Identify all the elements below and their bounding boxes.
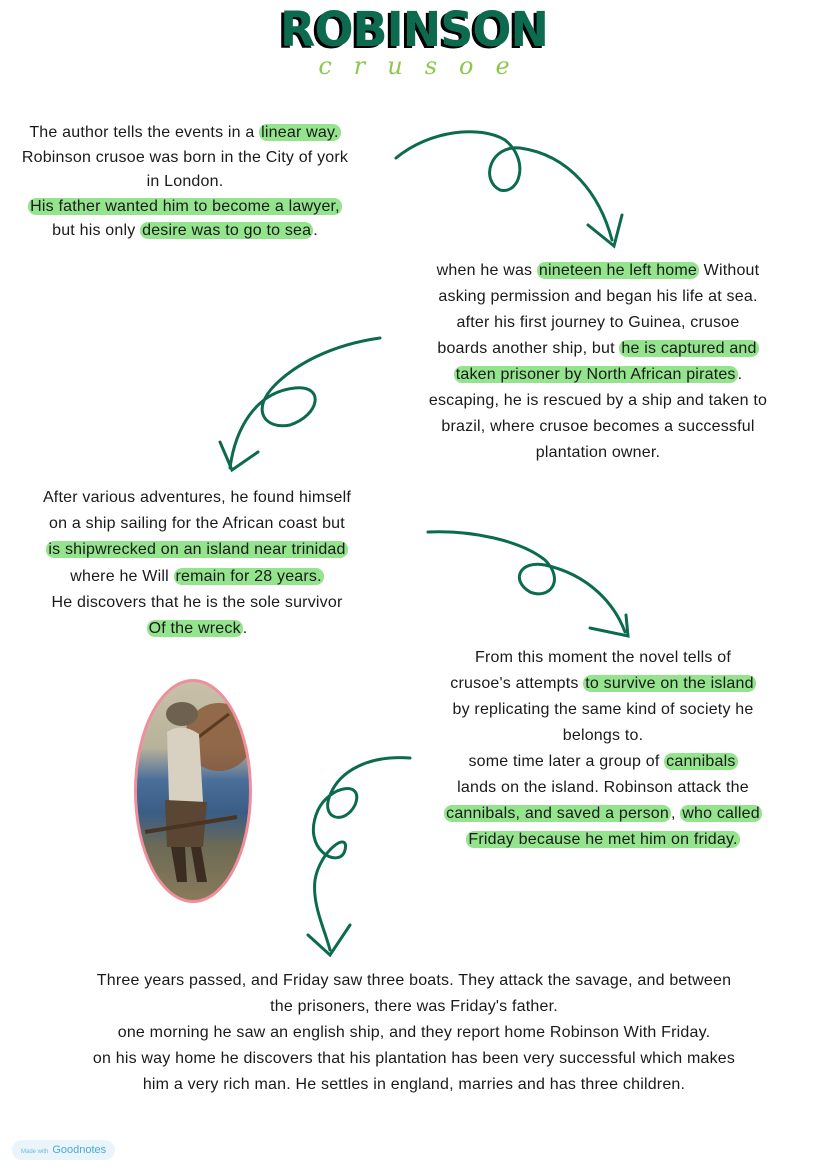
highlighted-text: Of the wreck (148, 620, 241, 638)
badge-brand: Goodnotes (52, 1144, 107, 1156)
text-segment: boards another ship, but (437, 340, 620, 357)
text-segment: After various adventures, he found himself (42, 489, 352, 506)
text-segment: him a very rich man. He settles in england, marries and has three children. (142, 1076, 686, 1093)
text-segment: after his first journey to Guinea, crusoe (456, 314, 740, 331)
highlighted-text: who called (682, 805, 760, 822)
highlighted-text: cannibals (666, 753, 736, 770)
text-segment: on his way home he discovers that his plantation has been very successful which makes (92, 1050, 736, 1067)
text-segment: the prisoners, there was Friday's father. (270, 998, 558, 1015)
arrowhead-2-icon (220, 442, 258, 470)
goodnotes-badge[interactable] (12, 1140, 115, 1160)
text-segment: He discovers that he is the sole survivor (51, 593, 343, 611)
title-logo: ROBINSON (280, 0, 548, 58)
highlighted-text: he is captured and (621, 340, 757, 357)
subtitle: crusoe (318, 52, 532, 80)
highlighted-text: linear way. (261, 124, 339, 141)
text-segment: . (737, 366, 743, 383)
text-segment: Without (699, 262, 760, 279)
text-segment: . (242, 620, 248, 638)
highlighted-text: cannibals, and saved a person (446, 805, 669, 822)
text-segment: . (313, 222, 318, 239)
text-segment: Robinson crusoe was born in the City of york (21, 148, 349, 166)
highlighted-text: taken prisoner by North African pirates (455, 366, 736, 383)
text-segment: by replicating the same kind of society he (452, 701, 754, 718)
text-segment: when he was (436, 262, 537, 279)
text-segment: on a ship sailing for the African coast but (49, 515, 345, 533)
text-segment: asking permission and began his life at sea. (438, 288, 758, 305)
text-segment: where he Will (70, 567, 174, 585)
text-segment: some time later a group of (468, 753, 665, 770)
curly-arrow-4-icon (313, 758, 410, 950)
highlighted-text: is shipwrecked on an island near trinidad (48, 541, 346, 559)
text-segment: , (670, 805, 681, 822)
text-segment: one morning he saw an english ship, and they report home Robinson With Friday. (117, 1024, 711, 1041)
text-segment: brazil, where crusoe becomes a successful (441, 418, 755, 435)
text-segment: lands on the island. Robinson attack the (457, 779, 749, 796)
highlighted-text: desire was to go to sea (142, 222, 312, 239)
curly-arrow-1-icon (396, 132, 612, 240)
highlighted-text: His father wanted him to become a lawyer, (30, 197, 340, 215)
text-segment: The author tells the events in a (29, 124, 260, 141)
text-segment: in London. (146, 173, 224, 190)
highlighted-text: remain for 28 years. (175, 567, 322, 585)
text-segment: crusoe's attempts (450, 675, 584, 692)
badge-prefix: Made with (21, 1149, 49, 1155)
text-segment: From this moment the novel tells of (475, 649, 731, 666)
text-segment: escaping, he is rescued by a ship and taken to (428, 392, 768, 409)
text-segment: but his only (52, 222, 141, 239)
highlighted-text: to survive on the island (585, 675, 754, 692)
text-segment: Three years passed, and Friday saw three boats. They attack the savage, and between (96, 972, 732, 989)
highlighted-text: nineteen he left home (538, 262, 698, 279)
highlighted-text: Friday because he met him on friday. (468, 831, 738, 848)
curly-arrow-2-icon (230, 338, 380, 468)
text-segment: plantation owner. (535, 444, 661, 461)
curly-arrow-3-icon (428, 532, 625, 632)
text-segment: belongs to. (562, 727, 644, 744)
